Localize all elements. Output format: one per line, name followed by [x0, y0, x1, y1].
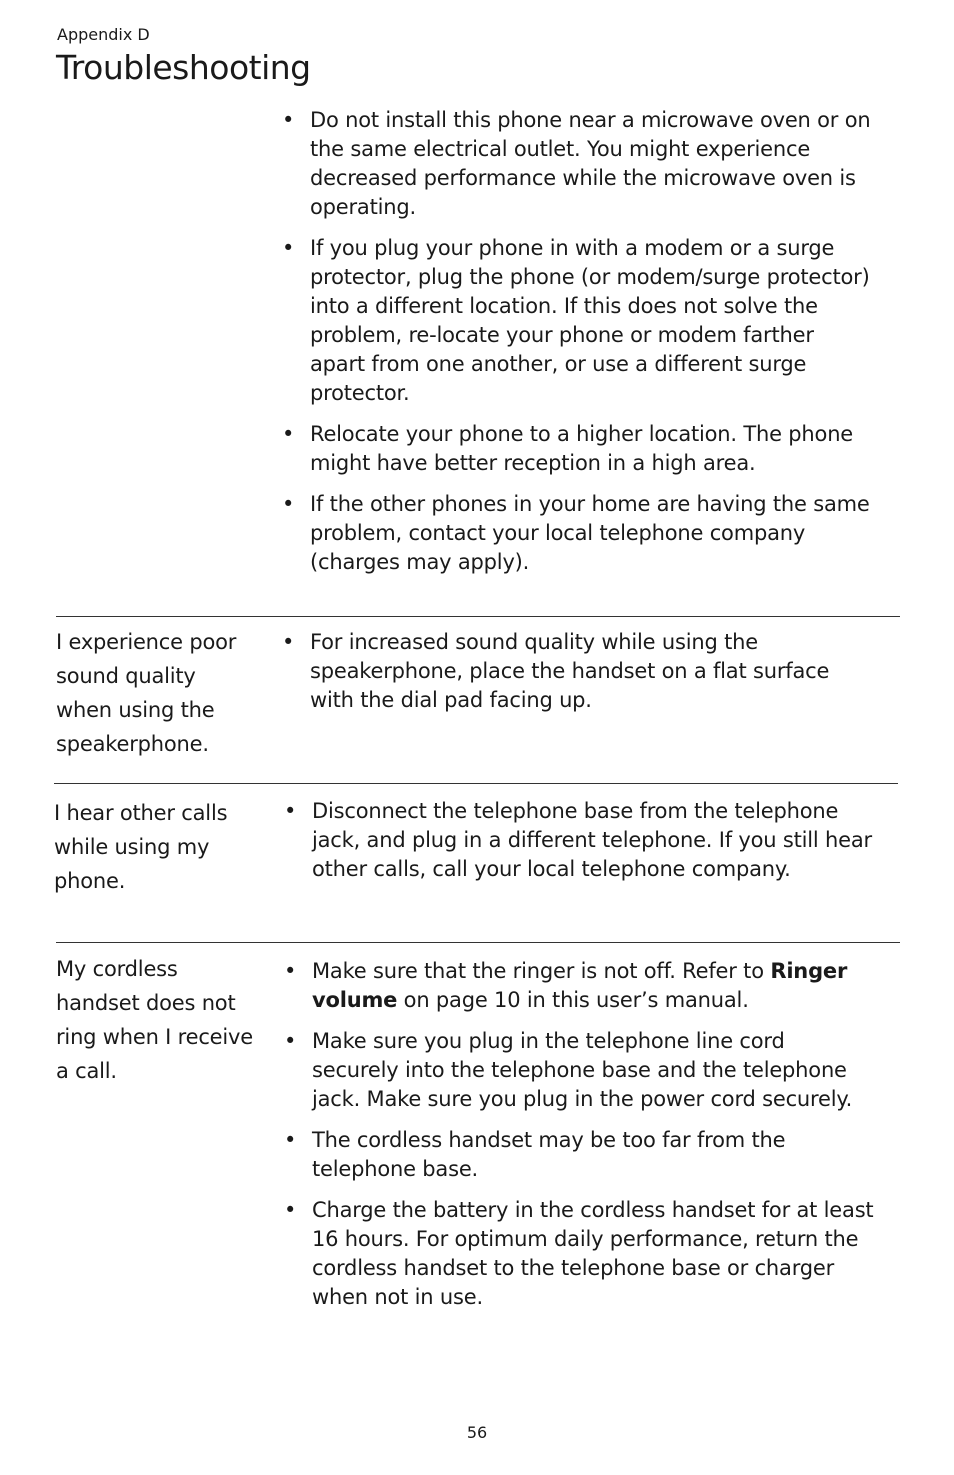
list-item: • Make sure that the ringer is not off. Refer to Ringer volume on page 10 in this user’s manual. [284, 959, 848, 1012]
bullet-icon: • [284, 1128, 297, 1152]
bullet-icon: • [284, 1198, 297, 1222]
problem-description: I experience poor sound quality when using the speakerphone. [56, 630, 237, 756]
problem-description: I hear other calls while using my phone. [54, 801, 228, 893]
ringer-volume-reference: Ringer volume [312, 959, 848, 1012]
bullet-icon: • [284, 1029, 297, 1053]
list-item: • Make sure you plug in the telephone line cord securely into the telephone base and the telephone jack. Make sure you plug in the power cord securely. [284, 1029, 853, 1111]
list-item: • Disconnect the telephone base from the telephone jack, and plug in a different telephone. If you still hear other calls, call your local telephone company. [284, 799, 872, 881]
bullet-list [282, 628, 872, 727]
section-divider [56, 942, 900, 943]
bullet-icon: • [284, 799, 297, 823]
bullet-list [284, 957, 874, 1324]
list-item: • Do not install this phone near a microwave oven or on the same electrical outlet. You might experience decreased performance while the microwave oven is operating. [282, 108, 871, 219]
section-divider [54, 783, 898, 784]
page-title: Troubleshooting [56, 48, 311, 87]
bullet-icon: • [282, 422, 295, 446]
list-item: • The cordless handset may be too far from the telephone base. [284, 1128, 786, 1181]
problem-description: My cordless handset does not ring when I receive a call. [56, 957, 253, 1083]
appendix-label: Appendix D [57, 25, 150, 44]
bullet-icon: • [284, 959, 297, 983]
bullet-list [282, 106, 872, 589]
bullet-icon: • [282, 492, 295, 516]
section-divider [56, 616, 900, 617]
list-item: • For increased sound quality while using the speakerphone, place the handset on a flat surface with the dial pad facing up. [282, 630, 830, 712]
list-item: • Charge the battery in the cordless handset for at least 16 hours. For optimum daily performance, return the cordless handset to the telephone base or charger when not in use. [284, 1198, 874, 1309]
list-item: • If the other phones in your home are having the same problem, contact your local telephone company (charges may apply). [282, 492, 870, 574]
bullet-icon: • [282, 630, 295, 654]
bullet-list [284, 797, 874, 896]
bullet-icon: • [282, 236, 295, 260]
page-number: 56 [466, 1423, 488, 1442]
list-item: • Relocate your phone to a higher location. The phone might have better reception in a high area. [282, 422, 854, 475]
bullet-icon: • [282, 108, 295, 132]
list-item: • If you plug your phone in with a modem or a surge protector, plug the phone (or modem/surge protector) into a different location. If this does not solve the problem, re-locate your phone or modem farther apart from one another, or use a different surge protector. [282, 236, 870, 405]
